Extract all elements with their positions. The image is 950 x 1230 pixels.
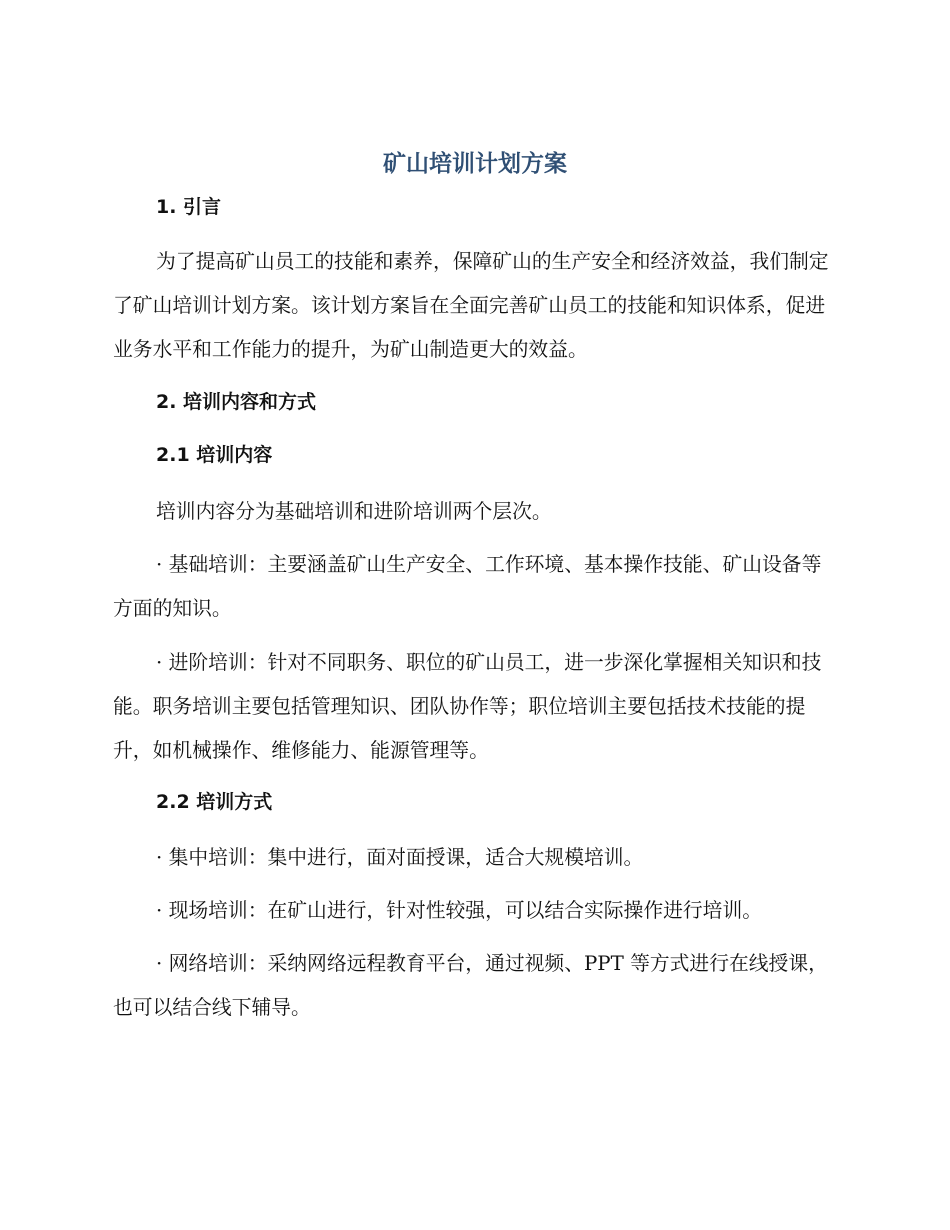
onsite-training-item: · 现场培训：在矿山进行，针对性较强，可以结合实际操作进行培训。 bbox=[156, 899, 763, 922]
basic-training-item: · 基础培训：主要涵盖矿山生产安全、工作环境、基本操作技能、矿山设备等方面的知识。 bbox=[113, 553, 822, 620]
online-training-item: · 网络培训：采纳网络远程教育平台，通过视频、PPT 等方式进行在线授课，也可以结合线下辅导。 bbox=[113, 952, 828, 1019]
centralized-training-item: · 集中培训：集中进行，面对面授课，适合大规模培训。 bbox=[156, 846, 644, 869]
section-2-heading: 2. 培训内容和方式 bbox=[156, 391, 317, 413]
section-1-heading: 1. 引言 bbox=[156, 196, 222, 218]
section-2-2-heading: 2.2 培训方式 bbox=[156, 791, 273, 813]
section-2-1-intro: 培训内容分为基础培训和进阶培训两个层次。 bbox=[156, 500, 552, 523]
section-1-paragraph: 为了提高矿山员工的技能和素养，保障矿山的生产安全和经济效益，我们制定了矿山培训计划方案。该计划方案旨在全面完善矿山员工的技能和知识体系，促进业务水平和工作能力的提升，为矿山制造更大的效益。 bbox=[113, 250, 829, 361]
advanced-training-item: · 进阶培训：针对不同职务、职位的矿山员工，进一步深化掌握相关知识和技能。职务培训主要包括管理知识、团队协作等；职位培训主要包括技术技能的提升，如机械操作、维修能力、能源管理等。 bbox=[113, 651, 822, 762]
document-title: 矿山培训计划方案 bbox=[383, 151, 567, 177]
section-2-1-heading: 2.1 培训内容 bbox=[156, 444, 273, 466]
